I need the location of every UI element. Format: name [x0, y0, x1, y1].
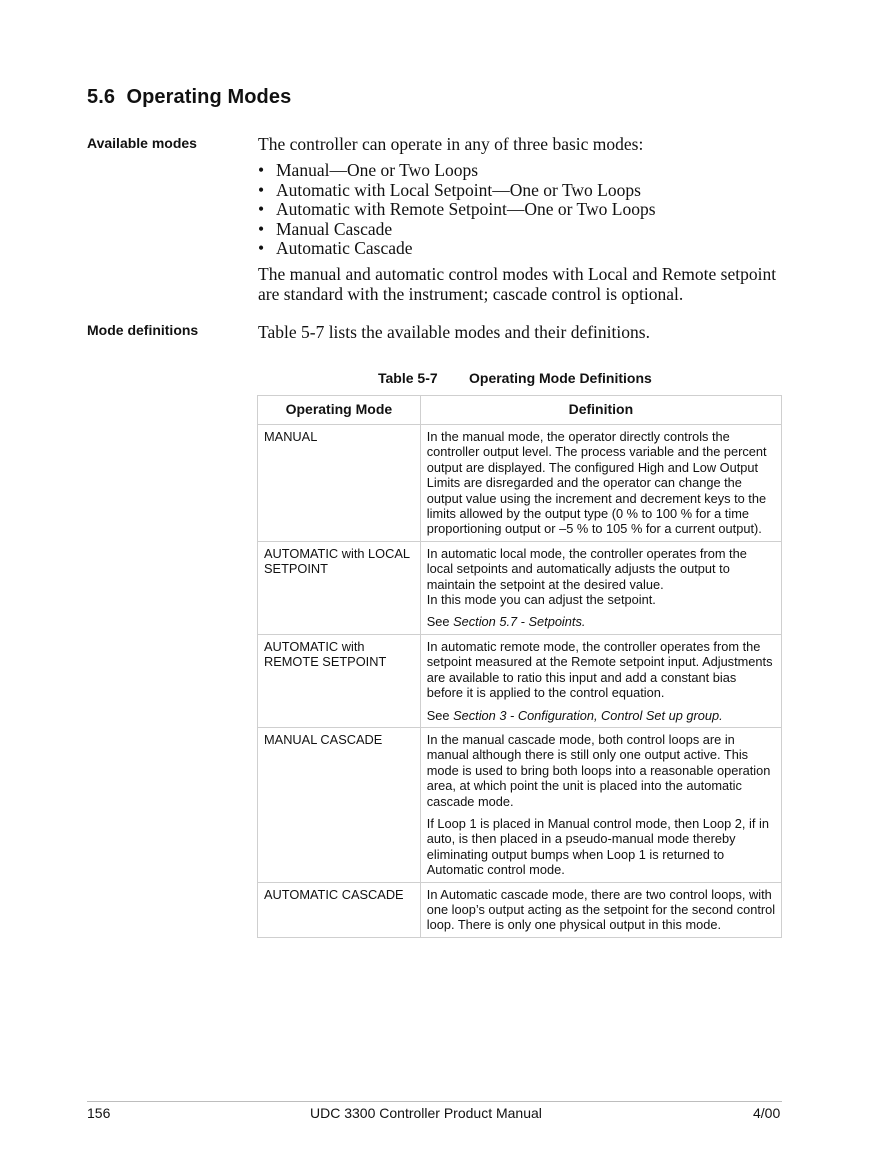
manual-title: UDC 3300 Controller Product Manual	[310, 1105, 542, 1121]
mode-cell: AUTOMATIC with LOCAL SETPOINT	[258, 541, 421, 634]
page-number: 156	[87, 1105, 111, 1121]
publication-date: 4/00	[753, 1105, 781, 1121]
mode-cell: MANUAL	[258, 425, 421, 542]
definition-cell: In Automatic cascade mode, there are two control loops, with one loop’s output acting as the setpoint for the second control loop. There is only one physical output in this mode.	[420, 882, 781, 937]
bullet-icon: •	[258, 160, 265, 180]
table-row	[258, 541, 782, 634]
bullet-icon: •	[258, 218, 265, 239]
mode-definitions-text: Table 5-7 lists the available modes and their definitions.	[258, 322, 650, 342]
section-title	[87, 86, 291, 109]
section-title-text: Operating Modes	[126, 86, 292, 108]
section-number: 5.6	[87, 86, 116, 108]
see-reference: See Section 5.7 - Setpoints.	[426, 614, 586, 630]
available-modes-intro: The controller can operate in any of three basic modes:	[258, 134, 644, 154]
table-caption	[378, 370, 652, 386]
table-row	[258, 425, 782, 542]
footer-divider	[87, 1101, 782, 1102]
column-header-mode: Operating Mode	[258, 396, 421, 425]
table-title: Operating Mode Definitions	[469, 370, 652, 386]
section-reference: Section 5.7 - Setpoints.	[453, 614, 586, 630]
available-modes-note: The manual and automatic control modes with Local and Remote setpoint are standard with the instrument; cascade control is optional.	[258, 264, 777, 304]
mode-cell: AUTOMATIC with REMOTE SETPOINT	[258, 634, 421, 727]
table-header-row	[258, 396, 782, 425]
mode-cell: MANUAL CASCADE	[258, 727, 421, 882]
mode-definitions-label: Mode definitions	[87, 322, 199, 338]
operating-mode-table	[257, 395, 782, 938]
available-modes-label: Available modes	[87, 135, 197, 151]
bullet-icon: •	[258, 238, 265, 259]
list-item: • Automatic Cascade	[258, 238, 413, 259]
list-item: • Manual—One or Two Loops	[258, 160, 479, 180]
definition-cell: In the manual mode, the operator directly controls the controller output level. The process variable and the percent output are displayed. The configured High and Low Output Limits are disregarded and the operator can change the output value using the increment and decrement keys to the limits allowed by the output type (0 % to 100 % for a time proportioning output or –5 % to 105 % for a current output).	[420, 425, 781, 542]
column-header-definition: Definition	[420, 396, 781, 425]
definition-cell: In automatic local mode, the controller operates from the local setpoints and automatically adjusts the output to maintain the setpoint at the desired value. In this mode you can adjust the setpoint. See Section 5.7 - Setpoints.	[420, 541, 781, 634]
table-row	[258, 634, 782, 727]
mode-cell: AUTOMATIC CASCADE	[258, 882, 421, 937]
bullet-icon: •	[258, 199, 265, 220]
list-item: • Manual Cascade	[258, 218, 393, 239]
table-row	[258, 727, 782, 882]
definition-cell: In automatic remote mode, the controller operates from the setpoint measured at the Remote setpoint input. Adjustments are available to ratio this input and add a constant bias before it is applied to the control equation. See Section 3 - Configuration, Control Set up group.	[420, 634, 781, 727]
bullet-icon: •	[258, 179, 265, 200]
definition-cell: In the manual cascade mode, both control loops are in manual although there is still only one output active. This mode is used to bring both loops into a reasonable operation area, at which point the unit is placed into the automatic cascade mode. If Loop 1 is placed in Manual control mode, then Loop 2, if in auto, is then placed in a pseudo-manual mode thereby eliminating output bumps when Loop 1 is returned to Automatic control mode.	[420, 727, 781, 882]
see-reference: See Section 3 - Configuration, Control Set up group.	[426, 707, 723, 723]
table-number: Table 5-7	[378, 370, 438, 386]
modes-bullet-list	[258, 160, 656, 258]
table-row	[258, 882, 782, 937]
section-reference: Section 3 - Configuration, Control Set up group.	[453, 707, 723, 723]
list-item: • Automatic with Remote Setpoint—One or Two Loops	[258, 199, 656, 220]
list-item: • Automatic with Local Setpoint—One or Two Loops	[258, 179, 641, 200]
